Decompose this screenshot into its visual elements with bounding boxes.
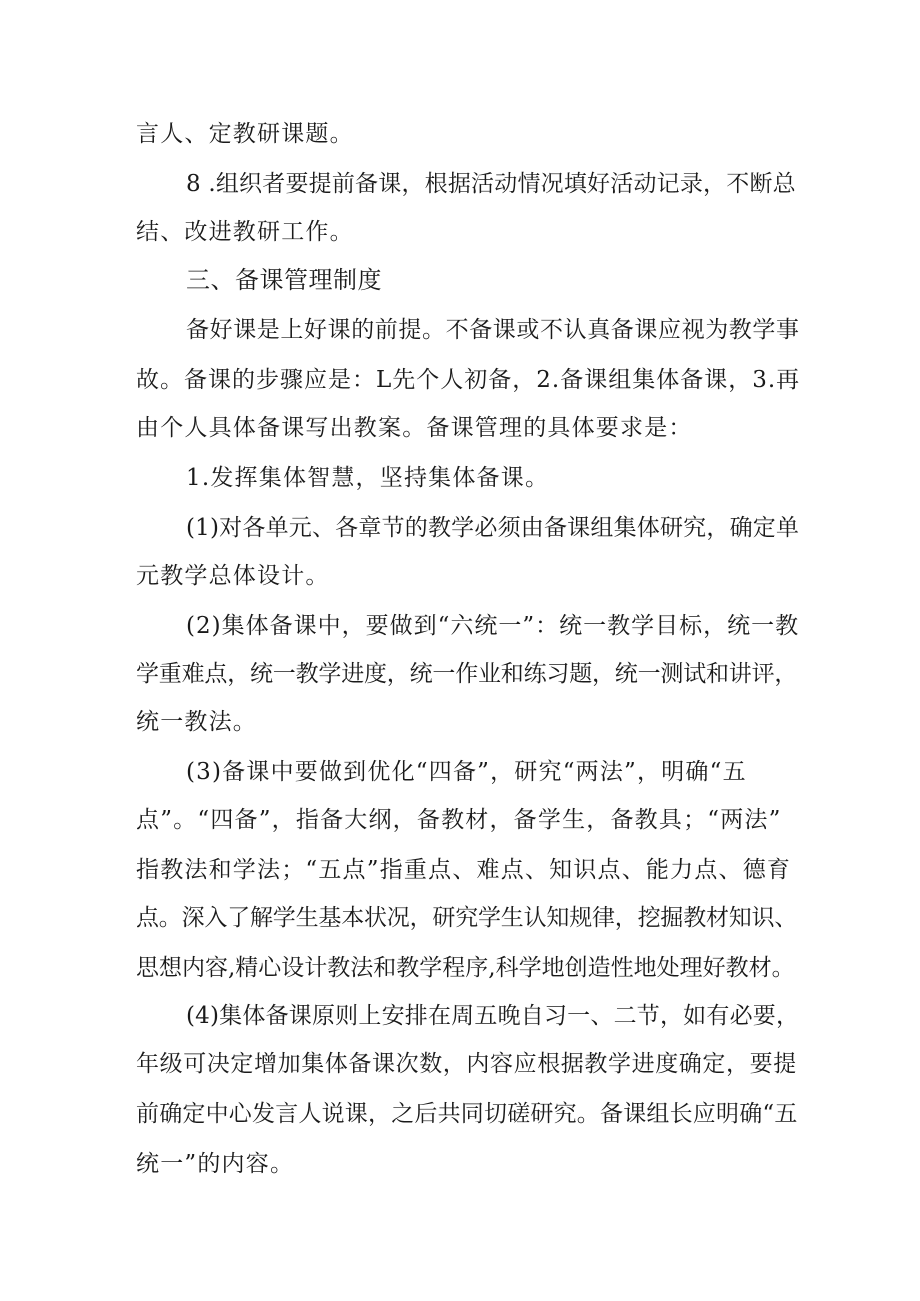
section-heading: 三、备课管理制度 — [186, 266, 382, 294]
text-line: (3)备课中要做到优化“四备”，研究“两法”，明确“五 — [186, 759, 747, 785]
text-line: 点”。“四备”，指备大纲，备教材，备学生，备教具；“两法” — [136, 807, 782, 833]
text-line: (1)对各单元、各章节的教学必须由备课组集体研究，确定单 — [186, 515, 800, 541]
text-line: 前确定中心发言人说课，之后共同切磋研究。备课组长应明确“五 — [136, 1101, 798, 1127]
text-line: 思想内容,精心设计教法和教学程序,科学地创造性地处理好教材。 — [136, 955, 795, 981]
text-line: 由个人具体备课写出教案。备课管理的具体要求是： — [136, 415, 693, 441]
text-line: 言人、定教研课题。 — [136, 121, 354, 147]
text-line: 元教学总体设计。 — [136, 563, 330, 589]
text-line: 年级可决定增加集体备课次数，内容应根据教学进度确定，要提 — [136, 1051, 797, 1077]
text-line: 结、改进教研工作。 — [136, 219, 354, 245]
text-line: 统一”的内容。 — [136, 1151, 295, 1177]
text-line: 学重难点，统一教学进度，统一作业和练习题，统一测试和讲评， — [136, 661, 798, 687]
text-line: 备好课是上好课的前提。不备课或不认真备课应视为教学事 — [186, 317, 800, 343]
text-line: 8 .组织者要提前备课，根据活动情况填好活动记录，不断总 — [186, 171, 796, 197]
text-line: 点。深入了解学生基本状况，研究学生认知规律，挖掘教材知识、 — [136, 905, 798, 931]
text-line: 1.发挥集体智慧，坚持集体备课。 — [186, 465, 550, 491]
text-line: (2)集体备课中，要做到“六统一”：统一教学目标，统一教 — [186, 613, 800, 639]
text-line: 故。备课的步骤应是：L先个人初备，2.备课组集体备课，3.再 — [136, 367, 801, 393]
text-line: 统一教法。 — [136, 709, 257, 735]
text-line: (4)集体备课原则上安排在周五晚自习一、二节，如有必要， — [186, 1003, 800, 1029]
text-line: 指教法和学法；“五点”指重点、难点、知识点、能力点、德育 — [136, 857, 792, 883]
